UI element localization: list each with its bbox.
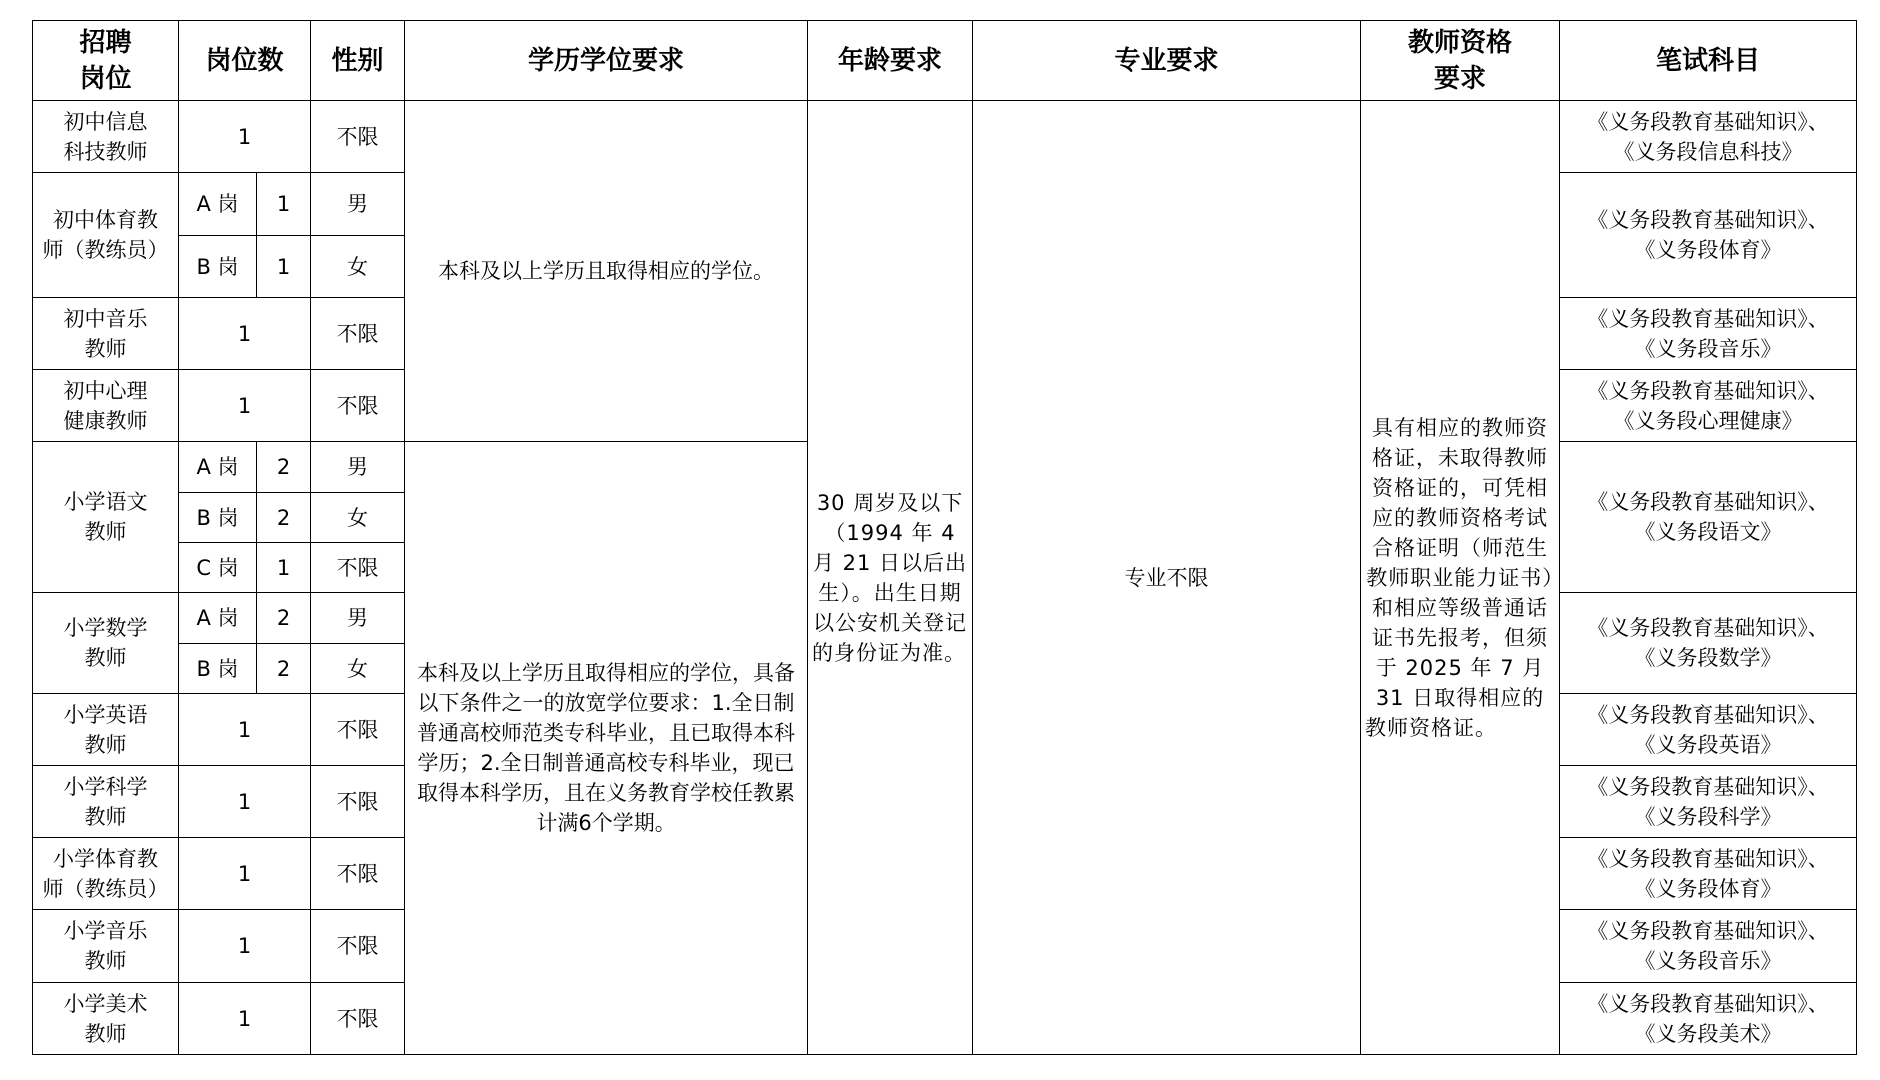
gender-cell: 不限 [311, 766, 405, 838]
exam-cell: 《义务段教育基础知识》、 《义务段心理健康》 [1560, 370, 1857, 442]
position-cell: 小学语文 教师 [33, 442, 179, 593]
position-cell: 小学数学 教师 [33, 593, 179, 694]
gender-cell: 男 [311, 173, 405, 236]
count-cell: 1 [179, 298, 311, 370]
sub-post-cell: A 岗 [179, 442, 257, 493]
sub-post-cell: B 岗 [179, 236, 257, 298]
gender-cell: 不限 [311, 694, 405, 766]
gender-cell: 女 [311, 236, 405, 298]
gender-cell: 不限 [311, 838, 405, 910]
exam-cell: 《义务段教育基础知识》、 《义务段体育》 [1560, 838, 1857, 910]
position-cell: 初中信息 科技教师 [33, 101, 179, 173]
position-cell: 初中体育教 师（教练员） [33, 173, 179, 298]
position-cell: 小学美术 教师 [33, 983, 179, 1055]
exam-cell: 《义务段教育基础知识》、 《义务段数学》 [1560, 593, 1857, 694]
header-row [33, 21, 1857, 101]
exam-cell: 《义务段教育基础知识》、 《义务段信息科技》 [1560, 101, 1857, 173]
gender-cell: 男 [311, 442, 405, 493]
header-major: 专业要求 [973, 21, 1361, 101]
table-row [33, 101, 1857, 173]
count-cell: 1 [179, 983, 311, 1055]
sub-post-cell: A 岗 [179, 593, 257, 644]
position-cell: 小学科学 教师 [33, 766, 179, 838]
sub-post-cell: B 岗 [179, 644, 257, 694]
recruitment-table [32, 20, 1857, 1055]
sub-post-cell: B 岗 [179, 493, 257, 543]
position-cell: 小学音乐 教师 [33, 910, 179, 983]
gender-cell: 女 [311, 644, 405, 694]
position-cell: 小学体育教 师（教练员） [33, 838, 179, 910]
gender-cell: 女 [311, 493, 405, 543]
gender-cell: 不限 [311, 101, 405, 173]
sub-post-cell: C 岗 [179, 543, 257, 593]
position-cell: 小学英语 教师 [33, 694, 179, 766]
header-age: 年龄要求 [808, 21, 973, 101]
count-cell: 1 [179, 101, 311, 173]
count-cell: 2 [257, 442, 311, 493]
exam-cell: 《义务段教育基础知识》、 《义务段英语》 [1560, 694, 1857, 766]
header-education: 学历学位要求 [405, 21, 808, 101]
count-cell: 1 [179, 910, 311, 983]
exam-cell: 《义务段教育基础知识》、 《义务段音乐》 [1560, 298, 1857, 370]
education-primary-cell: 本科及以上学历且取得相应的学位，具备以下条件之一的放宽学位要求：1.全日制普通高校师范类专科毕业，且已取得本科学历；2.全日制普通高校专科毕业，现已取得本科学历，且在义务教育学校任教累计满6个学期。 [405, 442, 808, 1055]
count-cell: 1 [257, 543, 311, 593]
education-junior-cell: 本科及以上学历且取得相应的学位。 [405, 101, 808, 442]
gender-cell: 不限 [311, 298, 405, 370]
exam-cell: 《义务段教育基础知识》、 《义务段语文》 [1560, 442, 1857, 593]
header-count: 岗位数 [179, 21, 311, 101]
header-exam: 笔试科目 [1560, 21, 1857, 101]
qualification-cell: 具有相应的教师资格证，未取得教师资格证的，可凭相应的教师资格考试合格证明（师范生教师职业能力证书）和相应等级普通话证书先报考，但须于 2025 年 7 月 31 日取得相应的教师资格证。 [1361, 101, 1560, 1055]
exam-cell: 《义务段教育基础知识》、 《义务段音乐》 [1560, 910, 1857, 983]
gender-cell: 男 [311, 593, 405, 644]
exam-cell: 《义务段教育基础知识》、 《义务段体育》 [1560, 173, 1857, 298]
exam-cell: 《义务段教育基础知识》、 《义务段科学》 [1560, 766, 1857, 838]
position-cell: 初中音乐 教师 [33, 298, 179, 370]
gender-cell: 不限 [311, 370, 405, 442]
gender-cell: 不限 [311, 543, 405, 593]
count-cell: 1 [179, 838, 311, 910]
count-cell: 2 [257, 493, 311, 543]
sub-post-cell: A 岗 [179, 173, 257, 236]
header-qualification: 教师资格 要求 [1361, 21, 1560, 101]
gender-cell: 不限 [311, 910, 405, 983]
count-cell: 2 [257, 644, 311, 694]
count-cell: 2 [257, 593, 311, 644]
count-cell: 1 [179, 370, 311, 442]
header-gender: 性别 [311, 21, 405, 101]
count-cell: 1 [257, 236, 311, 298]
count-cell: 1 [179, 766, 311, 838]
count-cell: 1 [257, 173, 311, 236]
header-position: 招聘 岗位 [33, 21, 179, 101]
major-cell: 专业不限 [973, 101, 1361, 1055]
exam-cell: 《义务段教育基础知识》、 《义务段美术》 [1560, 983, 1857, 1055]
gender-cell: 不限 [311, 983, 405, 1055]
count-cell: 1 [179, 694, 311, 766]
age-cell: 30 周岁及以下（1994 年 4 月 21 日以后出生）。出生日期以公安机关登记的身份证为准。 [808, 101, 973, 1055]
position-cell: 初中心理 健康教师 [33, 370, 179, 442]
